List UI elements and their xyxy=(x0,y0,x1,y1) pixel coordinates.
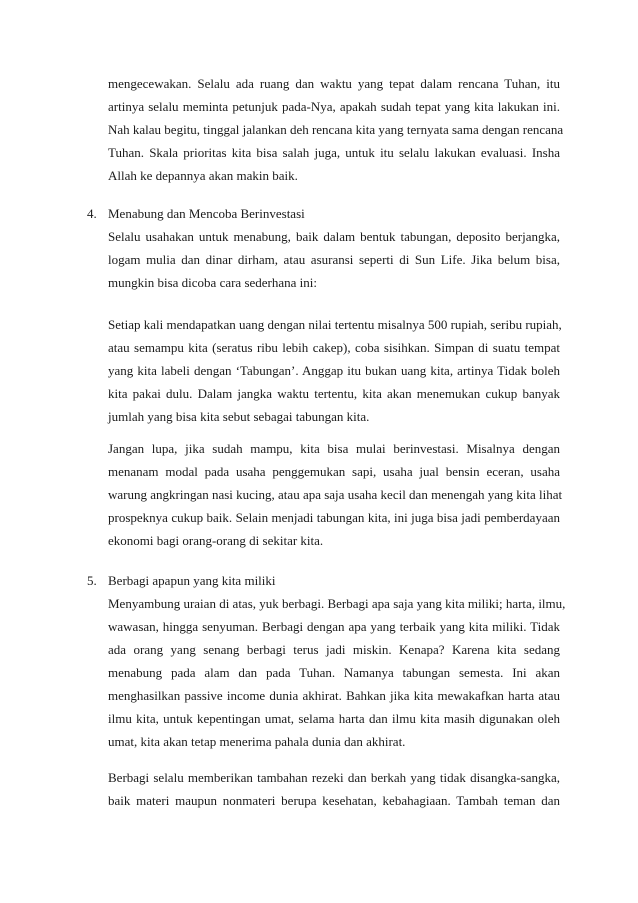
text-line: yang kita labeli dengan ‘Tabungan’. Anggap itu bukan uang kita, artinya Tidak boleh xyxy=(108,363,560,378)
text-line: artinya selalu meminta petunjuk pada-Nya, apakah sudah tepat yang kita lakukan ini. xyxy=(108,99,560,114)
text-line: warung angkringan nasi kucing, atau apa saja usaha kecil dan menengah yang kita lihat xyxy=(108,487,563,502)
text-line: menanam modal pada usaha penggemukan sapi, usaha jual bensin eceran, usaha xyxy=(108,464,560,479)
text-line: jumlah yang bisa kita sebut sebagai tabungan kita. xyxy=(108,409,370,424)
text-line: mungkin bisa dicoba cara sederhana ini: xyxy=(108,275,318,290)
text-line: ekonomi bagi orang-orang di sekitar kita. xyxy=(108,533,324,548)
section-4-number: 4. xyxy=(87,206,97,221)
text-line: ilmu kita, untuk kepentingan umat, selama harta dan ilmu kita masih digunakan oleh xyxy=(108,711,560,726)
text-line: wawasan, hingga senyuman. Berbagi dengan apa yang terbaik yang kita miliki. Tidak xyxy=(108,619,560,634)
text-line: Nah kalau begitu, tinggal jalankan deh rencana kita yang ternyata sama dengan rencana xyxy=(108,122,564,137)
text-line: baik materi maupun nonmateri berupa kesehatan, kebahagiaan. Tambah teman dan xyxy=(108,793,560,808)
text-line: Tuhan. Skala prioritas kita bisa salah juga, untuk itu selalu lakukan evaluasi. Insha xyxy=(108,145,560,160)
text-line: Allah ke depannya akan makin baik. xyxy=(108,168,298,183)
text-line: atau semampu kita (seratus ribu lebih cakep), coba sisihkan. Simpan di suatu tempat xyxy=(108,340,560,355)
text-line: umat, kita akan tetap menerima pahala dunia dan akhirat. xyxy=(108,734,406,749)
text-line: ada orang yang senang berbagi terus jadi miskin. Kenapa? Karena kita sedang xyxy=(108,642,560,657)
text-line: menghasilkan passive income dunia akhirat. Bahkan jika kita mewakafkan harta atau xyxy=(108,688,560,703)
text-line: Berbagi selalu memberikan tambahan rezeki dan berkah yang tidak disangka-sangka, xyxy=(108,770,560,785)
section-4-title: Menabung dan Mencoba Berinvestasi xyxy=(108,206,305,221)
text-line: mengecewakan. Selalu ada ruang dan waktu yang tepat dalam rencana Tuhan, itu xyxy=(108,76,560,91)
text-line: kita pakai dulu. Dalam jangka waktu tertentu, kita akan menemukan cukup banyak xyxy=(108,386,560,401)
section-5-number: 5. xyxy=(87,573,97,588)
text-line: Jangan lupa, jika sudah mampu, kita bisa mulai berinvestasi. Misalnya dengan xyxy=(108,441,560,456)
text-line: menabung pada alam dan pada Tuhan. Namanya tabungan semesta. Ini akan xyxy=(108,665,560,680)
section-5-title: Berbagi apapun yang kita miliki xyxy=(108,573,276,588)
text-line: Setiap kali mendapatkan uang dengan nilai tertentu misalnya 500 rupiah, seribu rupiah, xyxy=(108,317,562,332)
text-line: prospeknya cukup baik. Selain menjadi tabungan kita, ini juga bisa jadi pemberdayaan xyxy=(108,510,560,525)
text-line: Selalu usahakan untuk menabung, baik dalam bentuk tabungan, deposito berjangka, xyxy=(108,229,560,244)
text-line: Menyambung uraian di atas, yuk berbagi. Berbagi apa saja yang kita miliki; harta, ilmu, xyxy=(108,596,566,611)
text-line: logam mulia dan dinar dirham, atau asuransi seperti di Sun Life. Jika belum bisa, xyxy=(108,252,560,267)
